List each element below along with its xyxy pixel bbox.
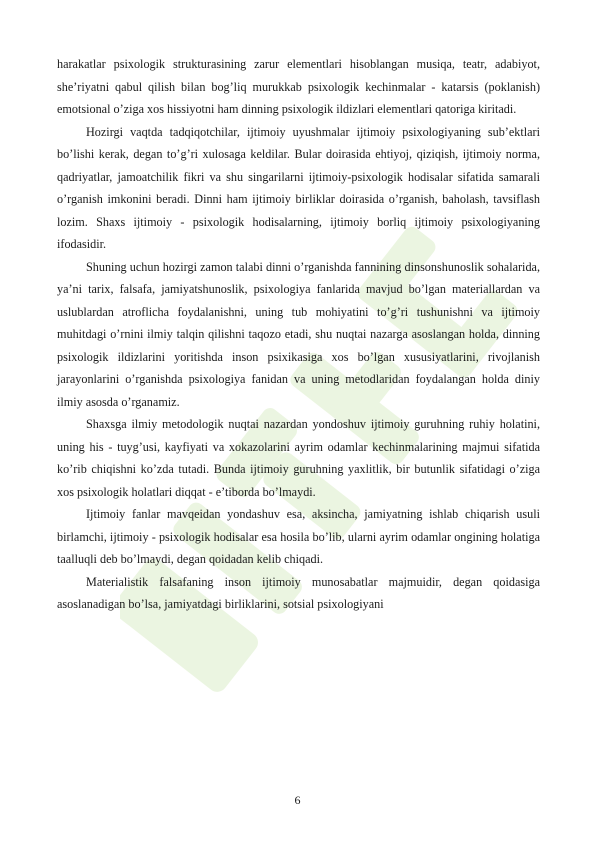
page-number: 6 bbox=[294, 793, 301, 807]
paragraph-2: Hozirgi vaqtda tadqiqotchilar, ijtimoiy uyushmalar ijtimoiy psixologiyaning sub’ektlari bo’lishi kerak, degan to’g’ri xulosaga keldilar. Bular doirasida ehtiyoj, qiziqish, ijtimoiy norma, qadriyatlar, jamoatchilik fikri va shu singarilarni ijtimoiy-psixologik hodisalar sifatida samarali o’rganish imkonini beradi. Dinni ham ijtimoiy birliklar doirasida o’rganish, baholash, tavsiflash lozim. Shaxs ijtimoiy - psixologik hodisalarning, ijtimoiy borliq ijtimoiy psixologiyaning ifodasidir. bbox=[57, 124, 540, 251]
paragraph-6: Materialistik falsafaning inson ijtimoiy munosabatlar majmuidir, degan qoidasiga asoslanadigan bo’lsa, jamiyatdagi birliklarini, sotsial psixologiyani bbox=[57, 574, 540, 611]
paragraph-1: harakatlar psixologik strukturasining zarur elementlari hisoblangan musiqa, teatr, adabiyot, she’riyatni qabul qilish bilan bog’liq murukkab psixologik kechinmalar - katarsis (poklanish) emotsional o’ziga xos hissiyotni ham dinning psixologik ildizlari elementlari qatoriga kiritadi. bbox=[57, 57, 540, 116]
paragraph-5: Ijtimoiy fanlar mavqeidan yondashuv esa, aksincha, jamiyatning ishlab chiqarish usuli birlamchi, ijtimoiy - psixologik hodisalar esa hosila bo’lib, ularni ayrim odamlar ongining holatiga taalluqli deb bo’lmaydi, degan qoidadan kelib chiqadi. bbox=[57, 507, 540, 566]
paragraph-4: Shaxsga ilmiy metodologik nuqtai nazardan yondoshuv ijtimoiy guruhning ruhiy holatini, uning his - tuyg’usi, kayfiyati va xokazolarini ayrim odamlar kechinmalarining majmui sifatida ko’rib chiqishni ko’zda tutadi. Bunda ijtimoiy guruhning yaxlitlik, bir butunlik sifatidagi o’ziga xos psixologik holatlari diqqat - e’tiborda bo’lmaydi. bbox=[57, 417, 540, 499]
paragraph-3: Shuning uchun hozirgi zamon talabi dinni o’rganishda fannining dinsonshunoslik sohalarida, ya’ni tarix, falsafa, jamiyatshunoslik, psixologiya fanlarida mavjud bo’lgan materiallardan va uslublardan atroflicha foydalanishni, uning tub mohiyatini to’g’ri tushunishni va ijtimoiy muhitdagi o’rnini ilmiy talqin qilishni taqozo etadi, shu nuqtai nazarga asoslangan holda, dinning psixologik ildizlarini yoritishda inson psixikasiga xos bo’lgan xususiyatlarini, rivojlanish jarayonlarini o’rganishda psixologiya fanidan va uning metodlaridan foydalangan holda diniy ilmiy asosda o’rganamiz. bbox=[57, 259, 540, 409]
page-body bbox=[57, 53, 540, 616]
